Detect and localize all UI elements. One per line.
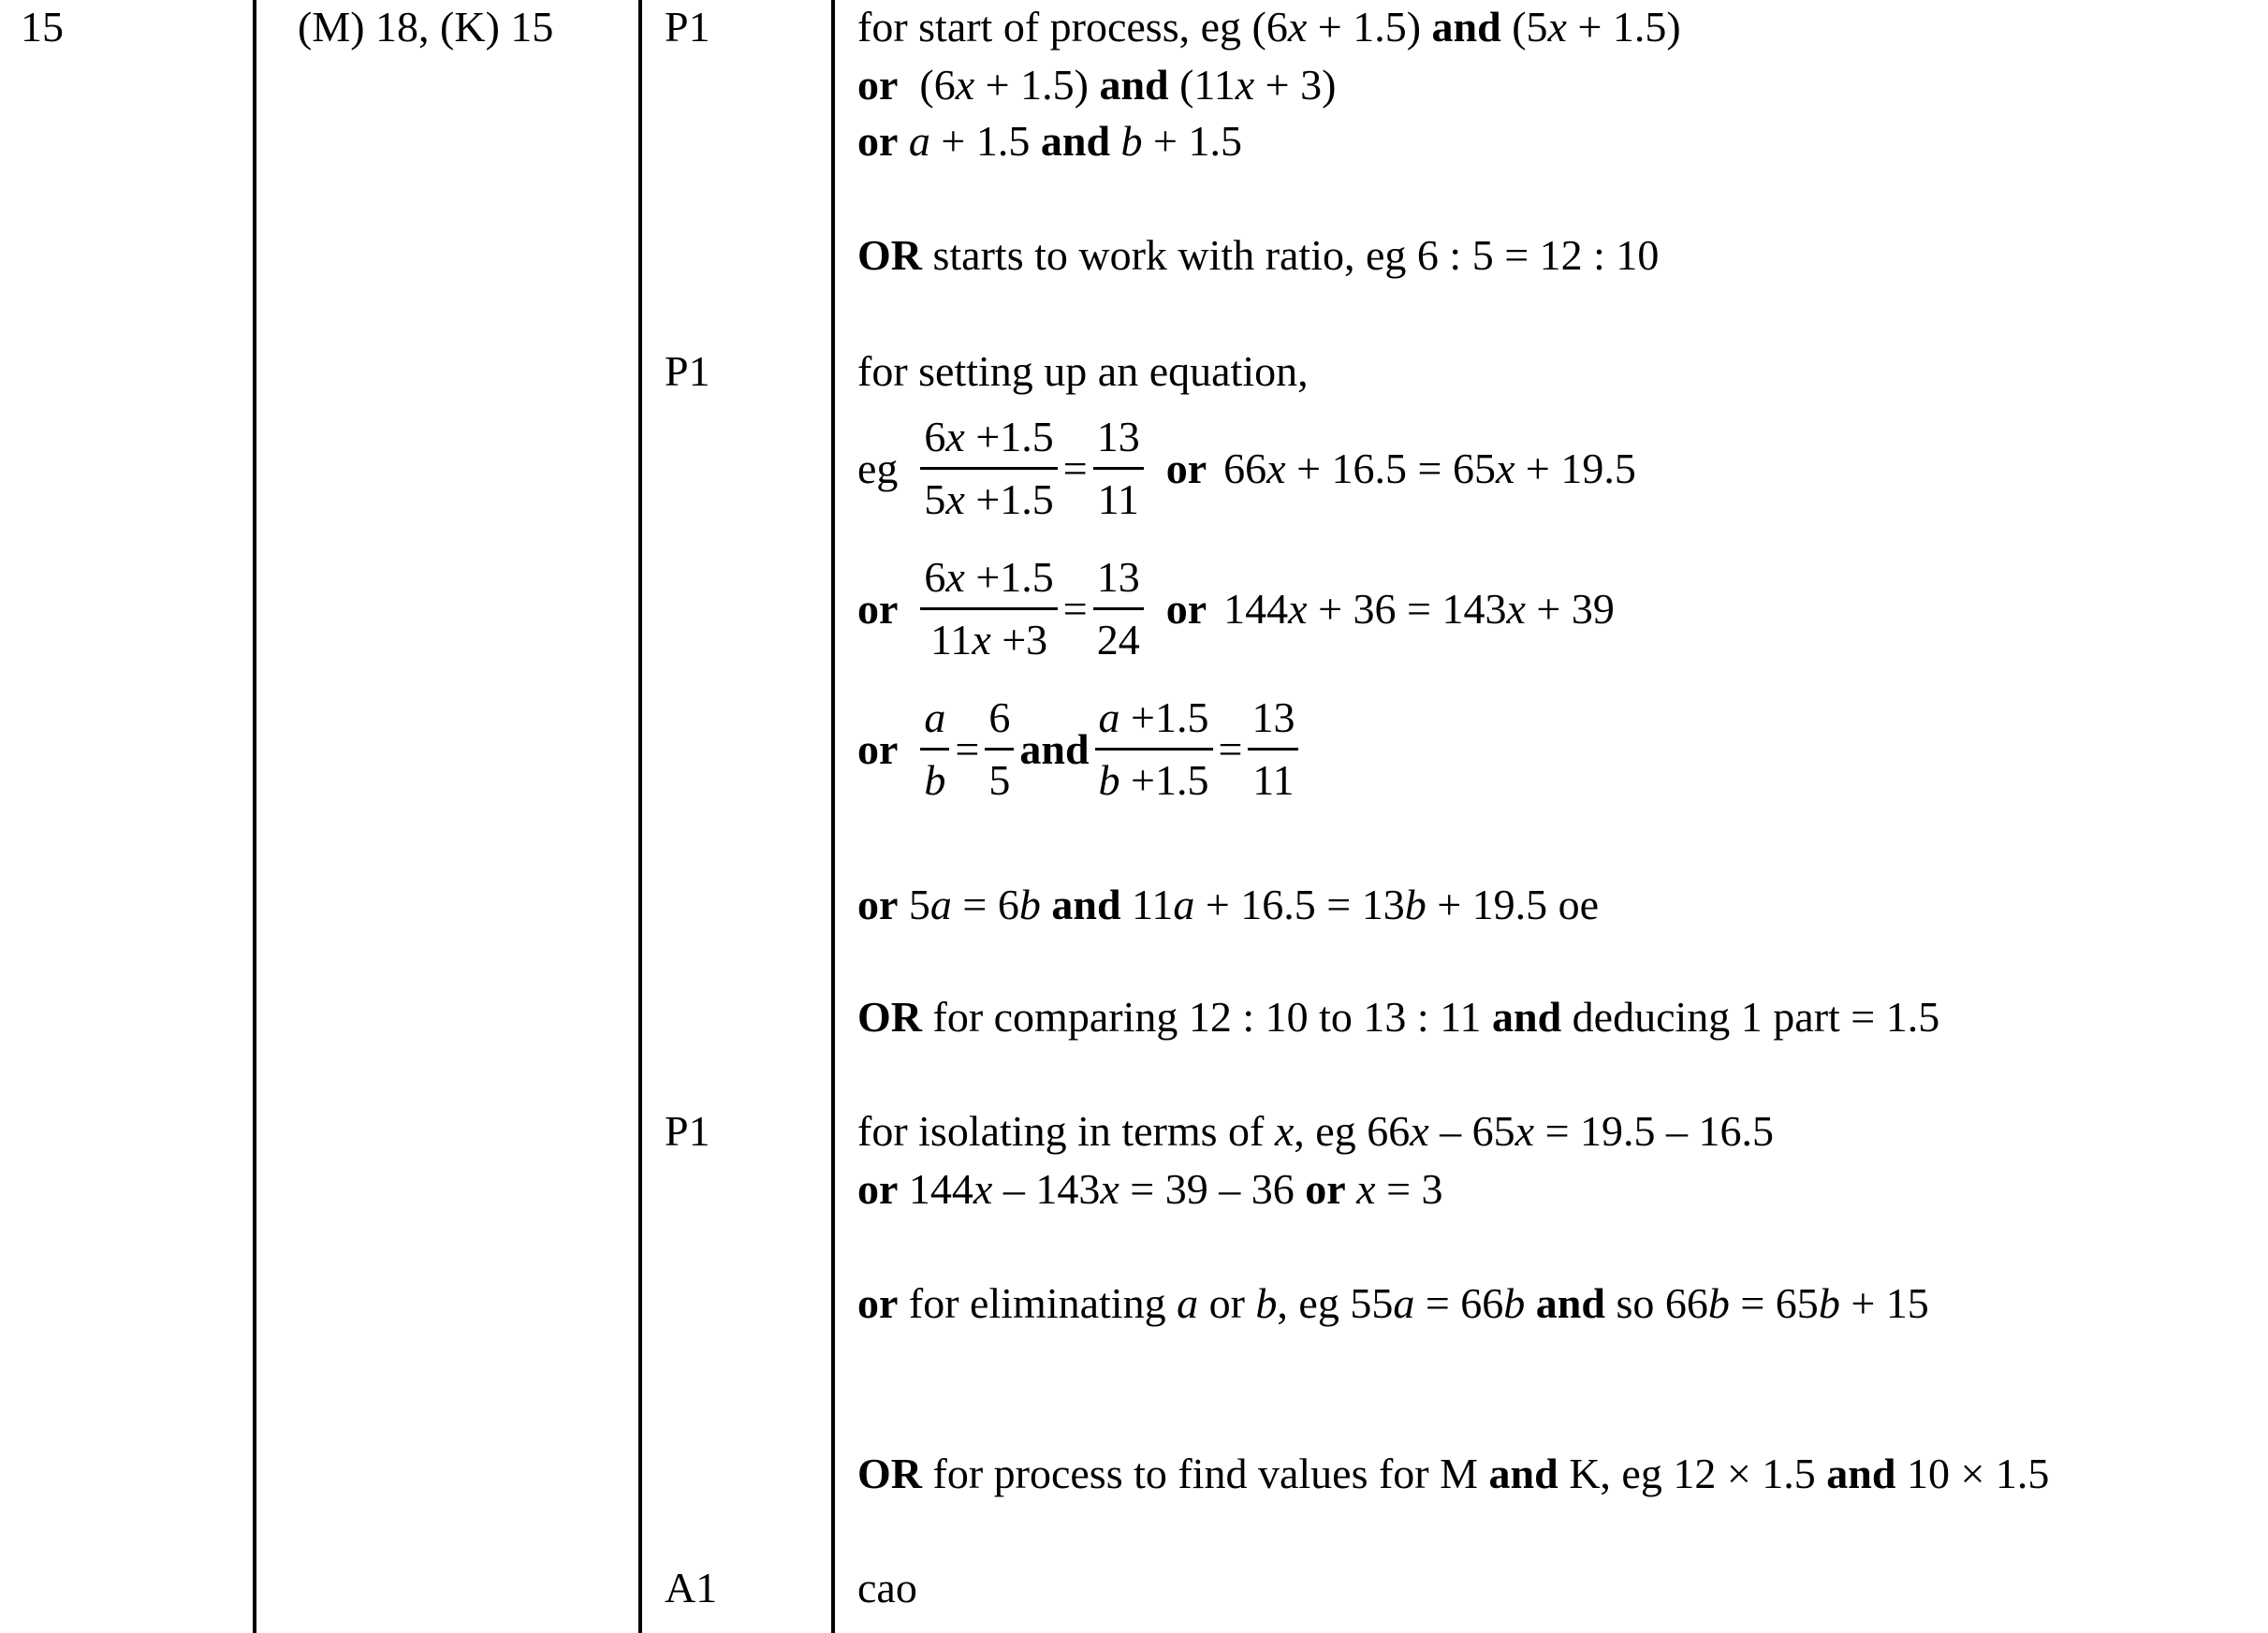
- mark-p1-isolating: P1: [665, 1107, 710, 1155]
- fraction-a-plus-over-b-plus: $\frac{a +1.5}{b +1.5}$: [1095, 688, 1213, 810]
- equation-row-1: eg $\frac{6x +1.5}{5x +1.5}$ = $\frac{13}{11}$ or 66x + 16.5 = 65x + 19.5: [857, 393, 1636, 543]
- column-divider-1: [253, 0, 256, 1633]
- guidance-5a-6b: or 5a = 6b and 11a + 16.5 = 13b + 19.5 oe: [857, 881, 1600, 928]
- fraction-6x-over-11x: $\frac{6x +1.5}{11x +3}$: [920, 547, 1057, 670]
- guidance-cao: cao: [857, 1564, 917, 1611]
- mark-a1: A1: [665, 1564, 718, 1611]
- guidance-find-values: OR for process to find values for M and K, eg 12 × 1.5 and 10 × 1.5: [857, 1450, 2050, 1497]
- guidance-isolating-x: for isolating in terms of x, eg 66x – 65x = 19.5 – 16.5: [857, 1107, 1775, 1155]
- guidance-isolating-x-alt: or 144x – 143x = 39 – 36 or x = 3: [857, 1165, 1443, 1213]
- guidance-start-process-alt1: or (6x + 1.5) and (11x + 3): [857, 61, 1337, 109]
- guidance-start-process-alt2: or a + 1.5 and b + 1.5: [857, 117, 1242, 165]
- mark-p1-equation: P1: [665, 347, 710, 395]
- fraction-13-over-24: $\frac{13}{24}$: [1093, 547, 1144, 670]
- fraction-13-over-11: $\frac{13}{11}$: [1093, 407, 1144, 530]
- mark-scheme-guidance: [857, 0, 2261, 1633]
- column-divider-3: [831, 0, 835, 1633]
- guidance-eliminating: or for eliminating a or b, eg 55a = 66b and so 66b = 65b + 15: [857, 1279, 1929, 1327]
- equation-row-3: or $\frac{a}{b}$ = $\frac{6}{5}$ and $\frac{a +1.5}{b +1.5}$ = $\frac{13}{11}$: [857, 674, 1304, 824]
- question-number: 15: [21, 3, 64, 51]
- mark-p1-start: P1: [665, 3, 710, 51]
- equation-row-2: or $\frac{6x +1.5}{11x +3}$ = $\frac{13}{24}$ or 144x + 36 = 143x + 39: [857, 533, 1615, 683]
- guidance-start-process: for start of process, eg (6x + 1.5) and (5x + 1.5): [857, 3, 1681, 51]
- fraction-6x-over-5x: $\frac{6x +1.5}{5x +1.5}$: [920, 407, 1057, 530]
- guidance-setting-up-equation: for setting up an equation,: [857, 347, 1309, 395]
- column-divider-2: [638, 0, 642, 1633]
- fraction-a-over-b: $\frac{a}{b}$: [920, 688, 949, 810]
- guidance-comparing-ratios: OR for comparing 12 : 10 to 13 : 11 and deducing 1 part = 1.5: [857, 993, 1940, 1041]
- fraction-6-over-5: $\frac{6}{5}$: [985, 688, 1014, 810]
- answer: (M) 18, (K) 15: [298, 3, 554, 51]
- eq1-prefix: eg: [857, 444, 899, 492]
- guidance-ratio: OR starts to work with ratio, eg 6 : 5 = 12 : 10: [857, 231, 1660, 279]
- fraction-13-over-11-b: $\frac{13}{11}$: [1248, 688, 1298, 810]
